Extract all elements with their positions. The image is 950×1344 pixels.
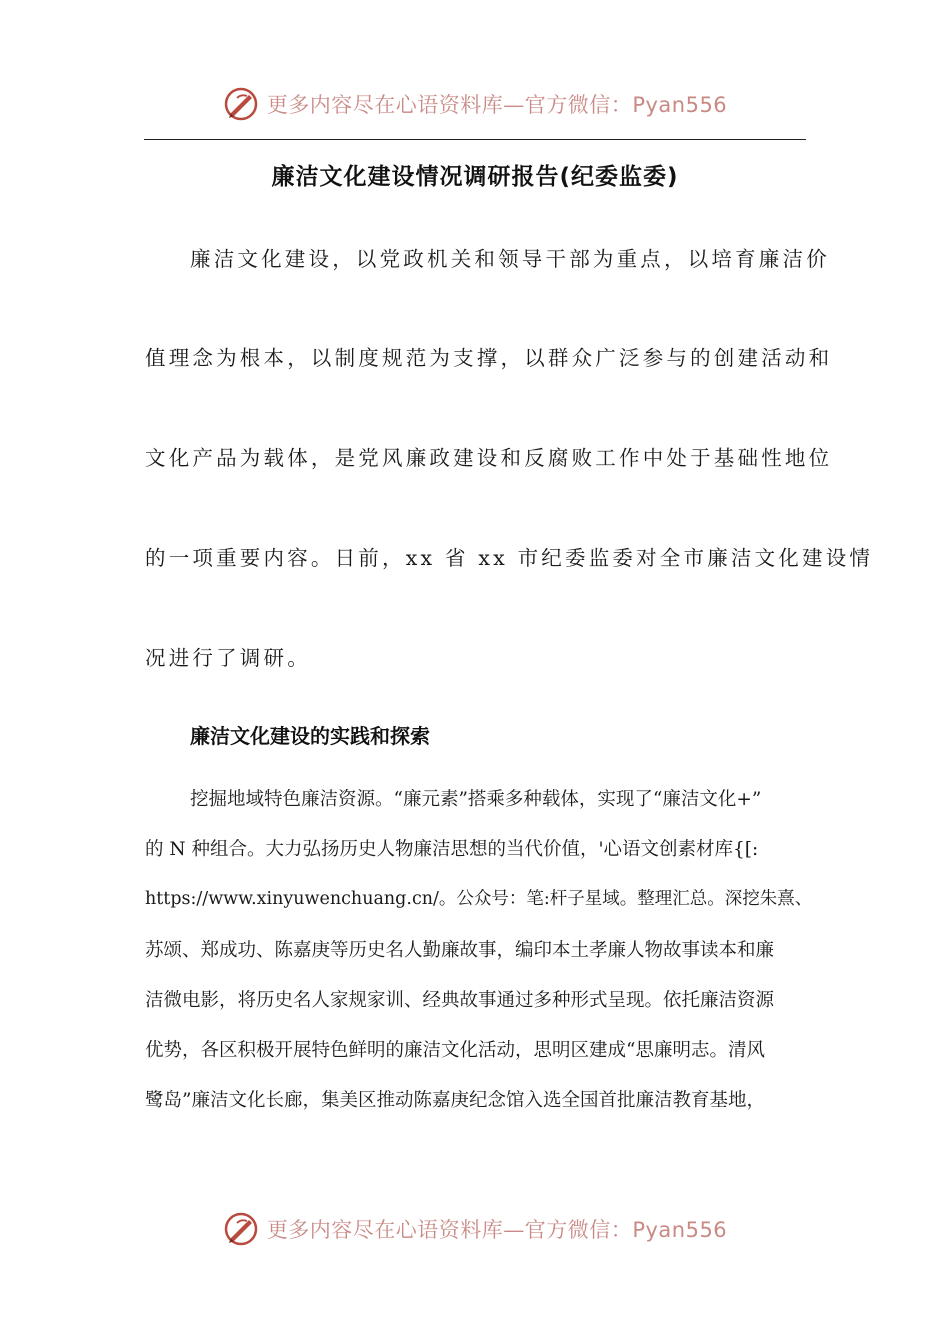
watermark-slogan-text: 更多内容尽在心语资料库—官方微信：	[266, 93, 633, 117]
body-line: 苏颂、郑成功、陈嘉庚等历史名人勤廉故事，编印本土孝廉人物故事读本和廉	[145, 940, 775, 961]
section-heading: 廉洁文化建设的实践和探索	[190, 724, 430, 748]
intro-line: 文化产品为载体，是党风廉政建设和反腐败工作中处于基础性地位	[145, 446, 833, 470]
pen-logo-icon	[223, 86, 259, 122]
body-line: 挖掘地域特色廉洁资源。“廉元素”搭乘多种载体，实现了“廉洁文化+”	[190, 789, 762, 810]
intro-line: 的一项重要内容。日前，xx 省 xx 市纪委监委对全市廉洁文化建设情	[145, 546, 874, 570]
watermark-slogan-text: 更多内容尽在心语资料库—官方微信：	[266, 1218, 633, 1242]
watermark-slogan	[267, 1214, 727, 1244]
body-line: https://www.xinyuwenchuang.cn/。公众号：笔:杆子星域。整理汇总。深挖朱熹、	[145, 889, 813, 909]
header-watermark	[0, 82, 950, 126]
body-line: 鹭岛”廉洁文化长廊，集美区推动陈嘉庚纪念馆入选全国首批廉洁教育基地，	[145, 1090, 765, 1111]
footer-watermark	[0, 1207, 950, 1251]
watermark-slogan	[267, 89, 727, 119]
intro-line: 值理念为根本，以制度规范为支撑，以群众广泛参与的创建活动和	[145, 346, 833, 370]
body-line: 优势，各区积极开展特色鲜明的廉洁文化活动，思明区建成“思廉明志。清风	[145, 1040, 765, 1061]
intro-line: 况进行了调研。	[145, 646, 311, 670]
body-line: 的 N 种组合。大力弘扬历史人物廉洁思想的当代价值，'心语文创素材库{[:	[145, 839, 759, 860]
document-title: 廉洁文化建设情况调研报告(纪委监委)	[271, 164, 679, 190]
intro-line: 廉洁文化建设，以党政机关和领导干部为重点，以培育廉洁价	[190, 247, 830, 271]
wechat-id: Pyan556	[632, 1218, 728, 1242]
pen-logo-icon	[223, 1211, 259, 1247]
body-line: 洁微电影，将历史名人家规家训、经典故事通过多种形式呈现。依托廉洁资源	[145, 990, 775, 1011]
wechat-id: Pyan556	[632, 93, 728, 117]
header-divider	[144, 139, 806, 140]
